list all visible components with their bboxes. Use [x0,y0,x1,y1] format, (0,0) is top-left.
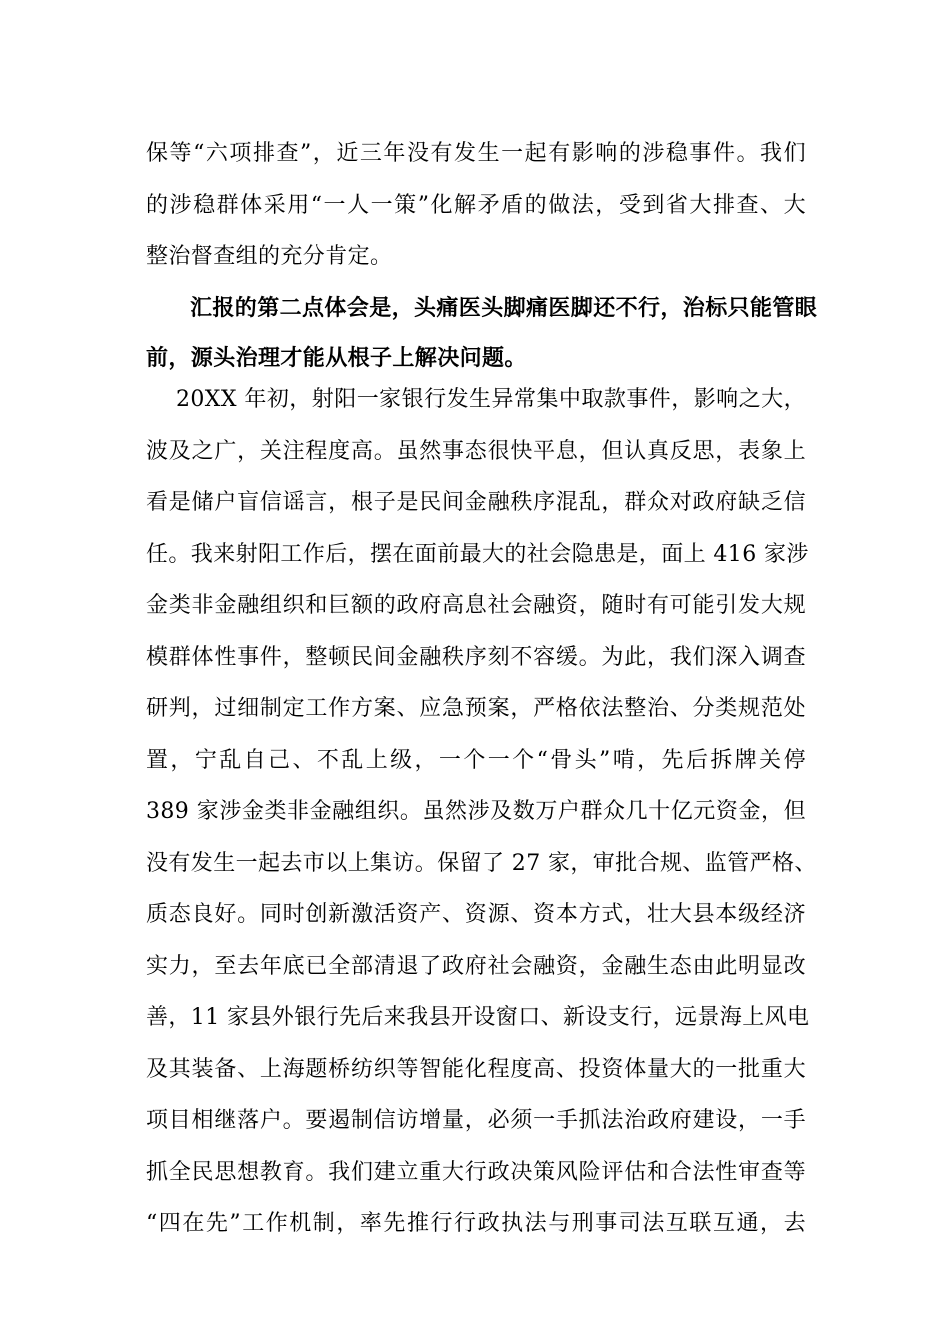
paragraph-3 [146,374,817,1250]
text-line: 研判，过细制定工作方案、应急预案，严格依法整治、分类规范处 [146,696,806,721]
text-line: 看是储户盲信谣言，根子是民间金融秩序混乱，群众对政府缺乏信 [146,490,806,515]
text-line: 任。我来射阳工作后，摆在面前最大的社会隐患是，面上 416 家涉 [146,541,809,567]
text-line: 没有发生一起去市以上集访。保留了 27 家，审批合规、监管严格、 [146,850,817,876]
text-line: 波及之广，关注程度高。虽然事态很快平息，但认真反思，表象上 [146,438,806,464]
text-line: 抓全民思想教育。我们建立重大行政决策风险评估和合法性审查等 [146,1159,806,1185]
text-line: 模群体性事件，整顿民间金融秩序刻不容缓。为此，我们深入调查 [146,644,806,670]
text-line: 前，源头治理才能从根子上解决问题。 [146,346,527,371]
text-line: 质态良好。同时创新激活资产、资源、资本方式，壮大县本级经济 [146,902,806,927]
text-line: 保等“六项排查”，近三年没有发生一起有影响的涉稳事件。我们 [146,141,806,166]
text-line: 汇报的第二点体会是，头痛医头脚痛医脚还不行，治标只能管眼 [190,296,818,321]
text-line: 金类非金融组织和巨额的政府高息社会融资，随时有可能引发大规 [146,593,806,618]
text-line: 的涉稳群体采用“一人一策”化解矛盾的做法，受到省大排查、大 [146,192,806,218]
text-line: 整治督查组的充分肯定。 [146,244,393,269]
text-line: 389 家涉金类非金融组织。虽然涉及数万户群众几十亿元资金，但 [146,799,806,824]
text-line: 项目相继落户。要遏制信访增量，必须一手抓法治政府建设，一手 [146,1108,806,1133]
text-line: 善，11 家县外银行先后来我县开设窗口、新设支行，远景海上风电 [146,1005,810,1030]
text-line: 20XX 年初，射阳一家银行发生异常集中取款事件，影响之大， [176,387,806,412]
text-line: 实力，至去年底已全部清退了政府社会融资，金融生态由此明显改 [146,953,806,979]
text-line: 置，宁乱自己、不乱上级，一个一个“骨头”啃，先后拆牌关停 [146,747,806,773]
text-line: 及其装备、上海题桥纺织等智能化程度高、投资体量大的一批重大 [146,1056,806,1082]
text-line: “四在先”工作机制，率先推行行政执法与刑事司法互联互通，去 [146,1211,806,1236]
paragraph-2-heading [146,284,818,384]
paragraph-1 [146,128,806,283]
